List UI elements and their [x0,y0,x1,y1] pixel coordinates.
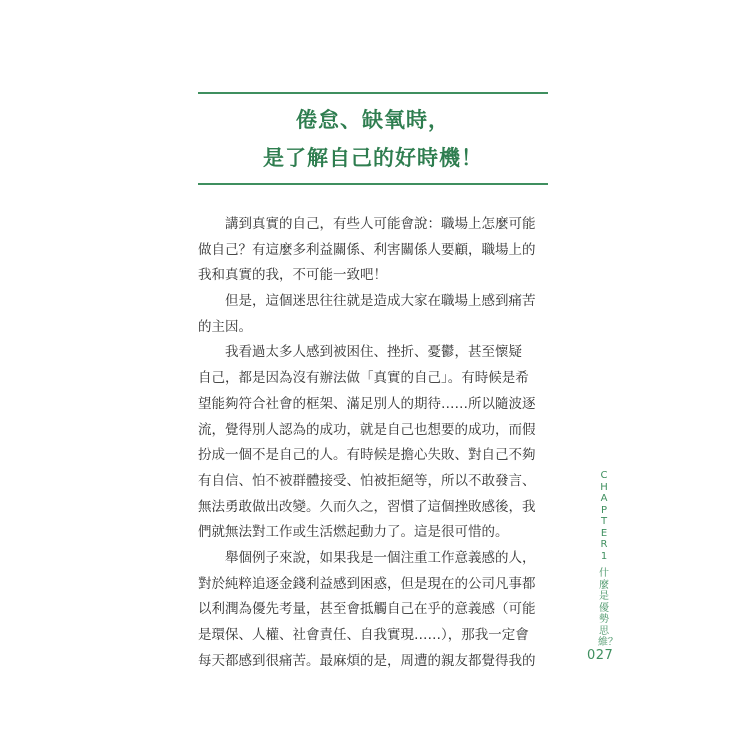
chapter-label: CHAPTER 1 [600,470,608,562]
body-line: 以利潤為優先考量，甚至會抵觸自己在乎的意義感（可能 [198,601,536,618]
chapter-subtitle: 什麼是優勢思維？ [598,568,618,648]
body-line: 每天都感到很痛苦。最麻煩的是，周遭的親友都覺得我的 [198,652,536,669]
body-line: 舉個例子來說，如果我是一個注重工作意義感的人， [198,549,536,566]
body-line: 是環保、人權、社會責任、自我實現……），那我一定會 [198,627,529,643]
chapter-section-title-line-2: 是了解自己的好時機！ [263,146,483,170]
title-top-rule [198,92,548,94]
body-line: 我和真實的我，不可能一致吧！ [198,267,387,284]
body-line: 我看過太多人感到被困住、挫折、憂鬱，甚至懷疑 [198,344,522,361]
running-chapter-label [598,470,618,649]
body-line: 的主因。 [198,318,252,335]
body-line: 們就無法對工作或生活燃起動力了。這是很可惜的。 [198,524,509,541]
body-text [198,212,558,674]
body-line: 自己，都是因為沒有辦法做「真實的自己」。有時候是希 [198,370,529,387]
page-number: 027 [587,648,614,663]
body-line: 流，覺得別人認為的成功，就是自己也想要的成功，而假 [198,421,536,438]
title-bottom-rule [198,183,548,185]
body-line: 講到真實的自己，有些人可能會說：職場上怎麼可能 [198,216,536,232]
body-line: 望能夠符合社會的框架、滿足別人的期待……所以隨波逐 [198,395,536,412]
body-line: 做自己？有這麼多利益關係、利害關係人要顧，職場上的 [198,241,536,258]
body-line: 無法勇敢做出改變。久而久之，習慣了這個挫敗感後，我 [198,498,536,515]
body-line: 有自信、怕不被群體接受、怕被拒絕等，所以不敢發言、 [198,472,536,489]
body-line: 對於純粹追逐金錢利益感到困惑，但是現在的公司凡事都 [198,575,536,592]
chapter-section-title-line-1: 倦怠、缺氧時， [296,108,450,132]
body-line: 但是，這個迷思往往就是造成大家在職場上感到痛苦 [198,293,536,310]
body-line: 扮成一個不是自己的人。有時候是擔心失敗、對自己不夠 [198,447,536,464]
